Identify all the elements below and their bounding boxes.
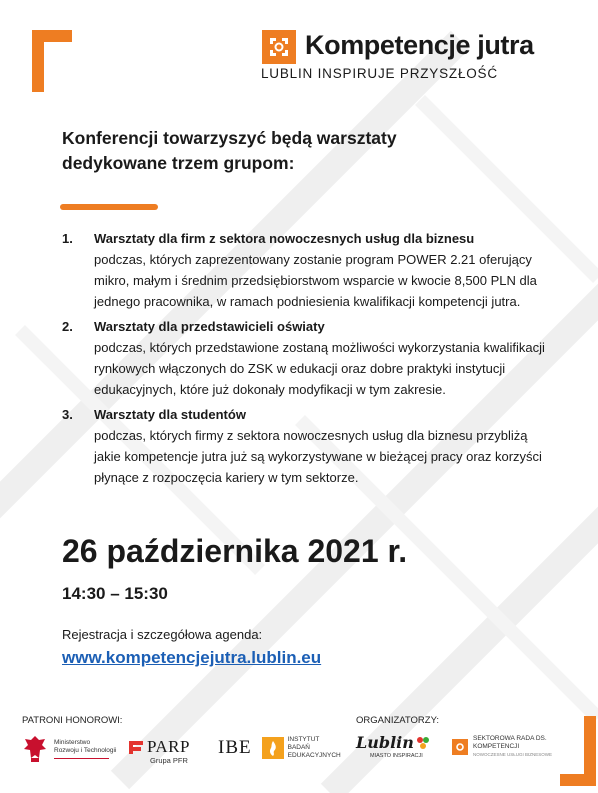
sektorowa-rada-logo — [452, 735, 552, 759]
workshop-description: podczas, których przedstawione zostaną możliwości wykorzystania kwalifikacji rynkowych włączonych do ZSK w edukacji oraz dobre praktyki instytucji edukacyjnych, które już dokonały modyfikacji w tym zakresie. — [94, 340, 545, 397]
ministry-logo — [22, 734, 116, 764]
ibe-name: IBE — [218, 737, 252, 758]
list-item — [62, 404, 552, 488]
lublin-subtitle: MIASTO INSPIRACJI — [370, 753, 423, 759]
patrons-label: PATRONI HONOROWI: — [22, 715, 123, 726]
kompetencje-jutra-logo — [262, 30, 534, 81]
event-time: 14:30 – 15:30 — [62, 584, 168, 603]
list-item-number: 2. — [62, 319, 73, 334]
intro-line-1: Konferencji towarzyszyć będą warsztaty — [62, 128, 397, 148]
parp-icon — [128, 739, 144, 755]
sektorowa-rada-icon — [452, 739, 468, 755]
polish-eagle-icon — [22, 734, 48, 764]
corner-accent-top-left — [32, 30, 72, 92]
logo-subtitle: LUBLIN INSPIRUJE PRZYSZŁOŚĆ — [261, 66, 498, 81]
accent-divider — [60, 204, 158, 210]
workshop-title: Warsztaty dla firm z sektora nowoczesnych usług dla biznesu — [94, 231, 475, 246]
srk-line-2: KOMPETENCJI — [473, 743, 520, 750]
workshop-description: podczas, których firmy z sektora nowoczesnych usług dla biznesu przybliżą jakie kompetencje jutra już są wykorzystywane w bieżącej pracy oraz korzyści płynące z rozpoczęcia kariery w tym sektorze. — [94, 428, 542, 485]
workshop-title: Warsztaty dla przedstawicieli oświaty — [94, 319, 325, 334]
registration-label: Rejestracja i szczegółowa agenda: — [62, 627, 263, 642]
ibe-logo — [218, 736, 341, 760]
intro-heading — [62, 126, 397, 176]
ministry-line-2: Rozwoju i Technologii — [54, 747, 117, 754]
workshop-description: podczas, których zaprezentowany zostanie program POWER 2.21 oferujący mikro, małym i średnim przedsiębiorstwom wsparcie w kwocie 8,500 PLN dla jednego pracownika, w ramach podniesienia kwalifikacji kompetencji jutra. — [94, 252, 537, 309]
lublin-emblem-icon — [416, 736, 430, 750]
ibe-line-1: INSTYTUT — [287, 736, 320, 743]
ministry-line-1: Ministerstwo — [54, 739, 91, 746]
registration-link[interactable]: www.kompetencjejutra.lublin.eu — [62, 648, 322, 667]
parp-logo — [128, 737, 190, 765]
event-date: 26 października 2021 r. — [62, 533, 408, 569]
list-item-number: 3. — [62, 407, 73, 422]
ibe-flame-icon — [262, 737, 284, 759]
workshop-title: Warsztaty dla studentów — [94, 407, 246, 422]
logo-title: Kompetencje jutra — [305, 30, 534, 60]
lublin-name: Lublin — [356, 733, 414, 752]
corner-accent-bottom-right — [560, 716, 596, 786]
organizers-label: ORGANIZATORZY: — [356, 715, 440, 726]
srk-line-3: NOWOCZESNE USŁUGI BIZNESOWE — [473, 752, 553, 757]
parp-name: PARP — [147, 737, 190, 756]
parp-subtitle: Grupa PFR — [150, 756, 188, 765]
list-item — [62, 228, 552, 312]
list-item — [62, 316, 552, 400]
intro-line-2: dedykowane trzem grupom: — [62, 153, 295, 173]
lublin-logo — [356, 733, 430, 760]
list-item-number: 1. — [62, 231, 73, 246]
logo-mark-icon — [262, 30, 296, 64]
workshops-list — [62, 228, 552, 492]
ibe-line-2: BADAŃ — [287, 744, 311, 751]
srk-line-1: SEKTOROWA RADA DS. — [473, 735, 547, 742]
ibe-line-3: EDUKACYJNYCH — [287, 752, 341, 759]
